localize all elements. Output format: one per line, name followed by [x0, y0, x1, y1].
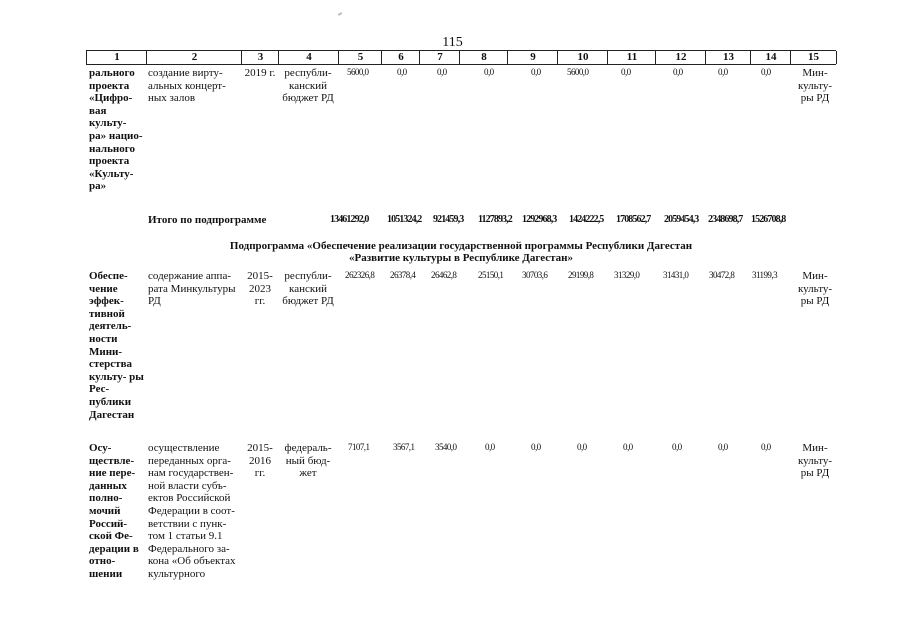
row-2-value-8: 25150,1	[478, 271, 504, 281]
row-1-value-13: 0,0	[718, 68, 728, 78]
row-2-col-3: 2015- 2023 гг.	[247, 270, 273, 308]
row-1-col-4: республи- канский бюджет РД	[282, 67, 334, 105]
row-2-col-4: республи- канский бюджет РД	[282, 270, 334, 308]
row-1-value-12: 0,0	[673, 68, 683, 78]
row-1-value-9: 0,0	[531, 68, 541, 78]
row-2-value-12: 31431,0	[663, 271, 689, 281]
subtotal-value-10: 1424222,5	[569, 214, 604, 225]
column-header-7: 7	[419, 51, 460, 64]
subtotal-value-13: 2348698,7	[708, 214, 743, 225]
subtotal-value-8: 1127893,2	[478, 214, 512, 225]
row-1-value-8: 0,0	[484, 68, 494, 78]
row-3-col-3: 2015- 2016 гг.	[247, 442, 273, 480]
row-1-value-5: 5600,0	[347, 68, 369, 78]
row-2-value-14: 31199,3	[752, 271, 778, 281]
row-2-col-1: Обеспе- чение эффек- тивной деятель- ности Мини- стерства культу- ры Рес- публики Дагестан	[89, 270, 144, 421]
subtotal-value-12: 2059454,3	[664, 214, 699, 225]
column-header-6: 6	[381, 51, 420, 64]
row-3-value-14: 0,0	[761, 443, 771, 453]
column-header-12: 12	[655, 51, 706, 64]
row-3-value-5: 7107,1	[348, 443, 370, 453]
row-3-col-2: осуществление переданных орга- нам государствен- ной власти субъ- ектов Российской Федерации в соот- ветствии с пунк- том 1 статьи 9.1 Федерального за- кона «Об объектах культурного	[148, 442, 236, 580]
column-header-8: 8	[459, 51, 508, 64]
row-3-value-9: 0,0	[531, 443, 541, 453]
row-2-col-2: содержание аппа- рата Минкультуры РД	[148, 270, 236, 308]
row-2-value-7: 26462,8	[431, 271, 457, 281]
row-3-value-11: 0,0	[623, 443, 633, 453]
row-2-value-5: 262326,8	[345, 271, 375, 281]
row-3-value-7: 3540,0	[435, 443, 457, 453]
row-2-value-10: 29199,8	[568, 271, 594, 281]
subtotal-value-9: 1292968,3	[522, 214, 557, 225]
subprogram-title-line-2: «Развитие культуры в Республике Дагестан»	[349, 252, 573, 264]
scan-speck	[338, 12, 342, 16]
table-header-row	[86, 50, 836, 65]
subtotal-value-6: 1051324,2	[387, 214, 422, 225]
subtotal-value-14: 1526708,8	[751, 214, 786, 225]
subtotal-value-5: 13461292,0	[330, 214, 369, 225]
page-number: 115	[442, 35, 463, 50]
subtotal-label: Итого по подпрограмме	[148, 214, 267, 226]
column-header-9: 9	[507, 51, 558, 64]
row-2-value-13: 30472,8	[709, 271, 735, 281]
column-header-15: 15	[790, 51, 837, 64]
row-3-col-4: федераль- ный бюд- жет	[284, 442, 332, 480]
row-3-value-10: 0,0	[577, 443, 587, 453]
column-header-13: 13	[705, 51, 751, 64]
column-header-14: 14	[750, 51, 791, 64]
subtotal-value-7: 921459,3	[433, 214, 464, 225]
row-3-value-6: 3567,1	[393, 443, 415, 453]
row-1-col-2: создание вирту- альных концерт- ных залов	[148, 67, 226, 105]
row-2-value-6: 26378,4	[390, 271, 416, 281]
row-3-value-8: 0,0	[485, 443, 495, 453]
column-header-11: 11	[607, 51, 656, 64]
column-header-4: 4	[278, 51, 339, 64]
subtotal-value-11: 1708562,7	[616, 214, 651, 225]
row-2-value-11: 31329,0	[614, 271, 640, 281]
row-1-value-6: 0,0	[397, 68, 407, 78]
row-3-value-12: 0,0	[672, 443, 682, 453]
column-header-2: 2	[146, 51, 242, 64]
column-header-10: 10	[557, 51, 608, 64]
row-1-col-1: рального проекта «Цифро- вая культу- ра» нацио- нального проекта «Культу- ра»	[89, 67, 143, 193]
row-2-value-9: 30703,6	[522, 271, 548, 281]
row-3-col-15: Мин- культу- ры РД	[797, 442, 833, 480]
column-header-5: 5	[338, 51, 382, 64]
row-1-col-3: 2019 г.	[244, 67, 276, 79]
column-header-1: 1	[86, 51, 147, 64]
row-3-value-13: 0,0	[718, 443, 728, 453]
subprogram-title-line-1: Подпрограмма «Обеспечение реализации государственной программы Республики Дагестан	[229, 240, 693, 252]
row-1-value-11: 0,0	[621, 68, 631, 78]
row-1-col-15: Мин- культу- ры РД	[797, 67, 833, 105]
row-1-value-7: 0,0	[437, 68, 447, 78]
column-header-3: 3	[241, 51, 279, 64]
row-2-col-15: Мин- культу- ры РД	[797, 270, 833, 308]
row-1-value-10: 5600,0	[567, 68, 589, 78]
row-3-col-1: Осу- ществле- ние пере- данных полно- мочий Россий- ской Фе- дерации в отно- шении	[89, 442, 139, 580]
row-1-value-14: 0,0	[761, 68, 771, 78]
